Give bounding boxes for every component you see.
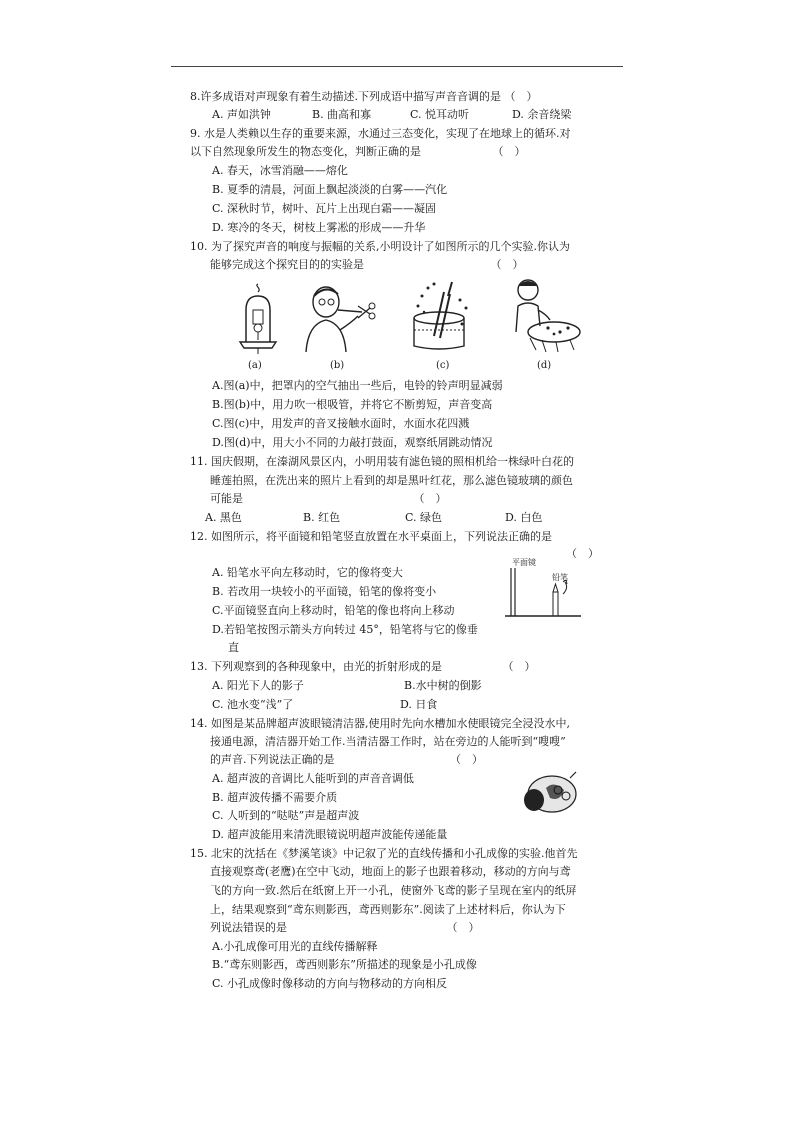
fig-caption-c: (c): [436, 360, 450, 371]
q11-option-b: B. 红色: [303, 511, 341, 524]
q8-option-c: C. 悦耳动听: [410, 108, 470, 121]
q14-option-b: B. 超声波传播不需要介质: [212, 791, 338, 804]
q15-option-a: A.小孔成像可用光的直线传播解释: [212, 940, 378, 953]
q15-option-c: C. 小孔成像时像移动的方向与物移动的方向相反: [212, 977, 448, 990]
q9-option-b: B. 夏季的清晨，河面上飘起淡淡的白雾——汽化: [212, 183, 448, 196]
q9-option-a: A. 春天，冰雪消融——熔化: [212, 164, 348, 177]
q10-stem-1: 10. 为了探究声音的响度与振幅的关系,小明设计了如图所示的几个实验.你认为: [190, 240, 570, 253]
mirror-pencil-figure: [505, 566, 585, 622]
q11-stem-3: 可能是 （ ）: [210, 492, 447, 505]
q10-option-b: B.图(b)中，用力吹一根吸管，并将它不断剪短，声音变高: [212, 398, 493, 411]
q12-option-c: C.平面镜竖直向上移动时，铅笔的像也将向上移动: [212, 604, 455, 617]
q11-option-d: D. 白色: [505, 511, 543, 524]
q15-stem-2: 直接观察鸢(老鹰)在空中飞动，地面上的影子也跟着移动，移动的方向与鸢: [210, 865, 571, 878]
q14-option-a: A. 超声波的音调比人能听到的声音音调低: [212, 772, 414, 785]
mirror-label: 平面镜: [512, 558, 536, 567]
q14-option-c: C. 人听到的“哒哒”声是超声波: [212, 809, 360, 822]
q13-stem: 13. 下列观察到的各种现象中，由光的折射形成的是 （ ）: [190, 660, 536, 673]
q14-option-d: D. 超声波能用来清洗眼镜说明超声波能传递能量: [212, 828, 448, 841]
q8-stem: 8.许多成语对声现象有着生动描述.下列成语中描写声音音调的是 （ ）: [190, 90, 538, 103]
tuning-fork-water-figure: [404, 278, 474, 350]
fig-caption-a: (a): [248, 360, 262, 371]
q12-answer-paren: （ ）: [566, 547, 599, 560]
drum-figure: [506, 276, 582, 352]
q12-option-b: B. 若改用一块较小的平面镜，铅笔的像将变小: [212, 585, 437, 598]
q12-stem: 12. 如图所示，将平面镜和铅笔竖直放置在水平桌面上，下列说法正确的是: [190, 530, 552, 543]
q11-stem-2: 睡莲拍照，在洗出来的照片上看到的却是黑叶红花，那么滤色镜玻璃的颜色: [210, 474, 573, 487]
q8-option-a: A. 声如洪钟: [212, 108, 271, 121]
q14-stem-2: 接通电源，清洁器开始工作.当清洁器工作时，站在旁边的人能听到“嗖嗖”: [210, 735, 566, 748]
straw-blowing-figure: [300, 282, 380, 354]
pencil-label: 铅笔: [552, 573, 568, 582]
fig-caption-d: (d): [537, 360, 552, 371]
q9-option-c: C. 深秋时节，树叶、瓦片上出现白霜——凝固: [212, 202, 437, 215]
q9-option-d: D. 寒冷的冬天，树枝上雾凇的形成——升华: [212, 221, 426, 234]
q13-option-d: D. 日食: [400, 698, 438, 711]
q14-stem-1: 14. 如图是某品牌超声波眼镜清洁器,使用时先向水槽加水使眼镜完全浸没水中,: [190, 717, 570, 730]
q11-option-c: C. 绿色: [405, 511, 443, 524]
fig-caption-b: (b): [330, 360, 345, 371]
top-rule: [171, 66, 623, 67]
q15-stem-3: 飞的方向一致.然后在纸窗上开一小孔，使窗外飞鸢的影子呈现在室内的纸屏: [210, 884, 577, 897]
q13-option-b: B.水中树的倒影: [404, 679, 482, 692]
q15-stem-1: 15. 北宋的沈括在《梦溪笔谈》中记叙了光的直线传播和小孔成像的实验.他首先: [190, 847, 578, 860]
q10-option-d: D.图(d)中，用大小不同的力敲打鼓面，观察纸屑跳动情况: [212, 436, 493, 449]
q12-option-a: A. 铅笔水平向左移动时，它的像将变大: [212, 566, 403, 579]
q15-stem-4: 上，结果观察到“鸢东则影西，鸢西则影东”.阅读了上述材料后，你认为下: [210, 903, 566, 916]
q13-option-a: A. 阳光下人的影子: [212, 679, 304, 692]
q10-stem-2: 能够完成这个探究目的的实验是 （ ）: [210, 258, 524, 271]
glasses-cleaner-figure: [520, 768, 580, 816]
q11-option-a: A. 黑色: [205, 511, 242, 524]
q12-option-d: D.若铅笔按图示箭头方向转过 45°，铅笔将与它的像垂: [212, 623, 478, 636]
q15-stem-5: 列说法错误的是 （ ）: [210, 921, 480, 934]
q12-option-d-cont: 直: [228, 641, 239, 654]
q15-option-b: B.“鸢东则影西，鸢西则影东”所描述的现象是小孔成像: [212, 958, 477, 971]
q9-stem-2: 以下自然现象所发生的物态变化，判断正确的是 （ ）: [190, 145, 526, 158]
q8-option-d: D. 余音绕梁: [512, 108, 572, 121]
q14-stem-3: 的声音.下列说法正确的是 （ ）: [210, 753, 483, 766]
q10-option-c: C.图(c)中，用发声的音叉接触水面时，水面水花四溅: [212, 417, 470, 430]
q9-stem-1: 9. 水是人类赖以生存的重要来源，水通过三态变化，实现了在地球上的循环.对: [190, 127, 571, 140]
q8-option-b: B. 曲高和寡: [312, 108, 372, 121]
q13-option-c: C. 池水变“浅”了: [212, 698, 294, 711]
q10-option-a: A.图(a)中，把罩内的空气抽出一些后，电铃的铃声明显减弱: [212, 379, 503, 392]
bell-jar-figure: [236, 280, 280, 354]
q11-stem-1: 11. 国庆假期，在溱湖风景区内，小明用装有滤色镜的照相机给一株绿叶白花的: [190, 455, 574, 468]
